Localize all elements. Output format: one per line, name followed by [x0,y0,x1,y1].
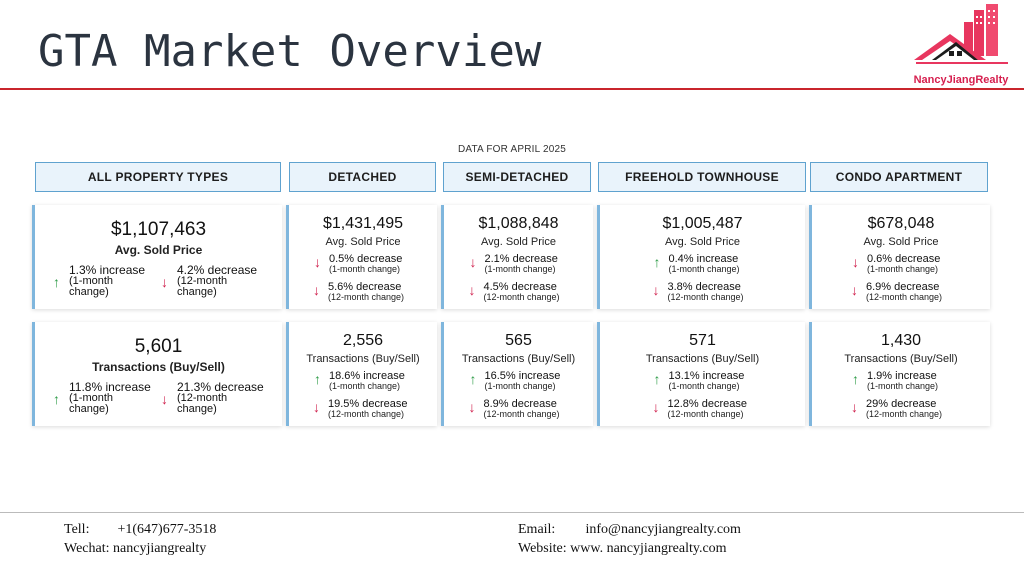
card-value: $1,005,487 [662,215,743,232]
arrow-down-icon: ↓ [468,399,476,415]
card-value: $1,088,848 [478,215,559,232]
card-avg-price-detached: $1,431,495 Avg. Sold Price ↓ 0.5% decrease (1-month change) ↓ 5.6% decrease (12-month change) [286,205,437,309]
card-avg-price-freehold-townhouse: $1,005,487 Avg. Sold Price ↑ 0.4% increase (1-month change) ↓ 3.8% decrease (12-month change) [597,205,805,309]
website-link[interactable]: www. nancyjiangrealty.com [570,541,727,556]
column-header-freehold-townhouse: FREEHOLD TOWNHOUSE [598,162,806,192]
brand-name: NancyJiangRealty [913,74,1009,86]
card-value: $1,431,495 [322,215,404,232]
arrow-up-icon: ↑ [53,274,60,290]
arrow-down-icon: ↓ [161,274,168,290]
card-avg-price-all: $1,107,463 Avg. Sold Price ↑ 1.3% increase (1-month change) ↓ 4.2% decrease (12-month change) [32,205,282,309]
card-label: Transactions (Buy/Sell) [306,353,420,365]
column-header-condo-apartment: CONDO APARTMENT [810,162,988,192]
card-label: Avg. Sold Price [114,243,203,257]
card-transactions-detached: 2,556 Transactions (Buy/Sell) ↑ 18.6% increase (1-month change) ↓ 19.5% decrease (12-month change) [286,322,437,426]
footer-email [518,522,741,538]
arrow-up-icon: ↑ [314,371,321,387]
page-title: GTA Market Overview [38,26,542,77]
arrow-up-icon: ↑ [469,371,477,387]
card-value: $678,048 [867,215,935,232]
wechat-value: nancyjiangrealty [113,541,207,556]
card-label: Avg. Sold Price [863,236,939,248]
arrow-down-icon: ↓ [314,254,321,270]
house-logo-icon [912,4,1012,74]
data-period-label: DATA FOR APRIL 2025 [457,144,567,155]
card-value: 2,556 [342,332,384,349]
footer-wechat [64,541,206,557]
card-label: Transactions (Buy/Sell) [92,360,225,374]
arrow-down-icon: ↓ [652,282,660,298]
column-header-semi-detached: SEMI-DETACHED [443,162,591,192]
arrow-down-icon: ↓ [652,399,660,415]
website-label: Website: [518,541,567,556]
card-transactions-all: 5,601 Transactions (Buy/Sell) ↑ 11.8% increase (1-month change) ↓ 21.3% decrease (12-month change) [32,322,282,426]
arrow-down-icon: ↓ [313,282,320,298]
title-divider [0,88,1024,90]
arrow-up-icon: ↑ [852,371,859,387]
card-transactions-semi-detached: 565 Transactions (Buy/Sell) ↑ 16.5% increase (1-month change) ↓ 8.9% decrease (12-month change) [441,322,593,426]
footer-divider [0,512,1024,513]
footer-phone [64,522,216,538]
card-label: Avg. Sold Price [480,236,556,248]
card-value: 5,601 [134,336,183,357]
brand-logo [900,4,1022,88]
column-header-all: ALL PROPERTY TYPES [35,162,281,192]
footer-website [518,541,727,557]
phone-value[interactable]: +1(647)677-3518 [117,522,217,537]
card-label: Transactions (Buy/Sell) [461,353,576,365]
wechat-label: Wechat: [64,541,110,556]
email-label: Email: [518,522,556,537]
phone-label: Tell: [64,522,90,537]
card-label: Transactions (Buy/Sell) [645,353,760,365]
column-header-detached: DETACHED [289,162,436,192]
card-avg-price-condo-apartment: $678,048 Avg. Sold Price ↓ 0.6% decrease (1-month change) ↓ 6.9% decrease (12-month change) [809,205,990,309]
arrow-up-icon: ↑ [653,371,661,387]
arrow-down-icon: ↓ [851,399,858,415]
arrow-up-icon: ↑ [53,391,60,407]
card-avg-price-semi-detached: $1,088,848 Avg. Sold Price ↓ 2.1% decrease (1-month change) ↓ 4.5% decrease (12-month change) [441,205,593,309]
arrow-down-icon: ↓ [469,254,477,270]
arrow-down-icon: ↓ [313,399,320,415]
card-value: 571 [689,332,716,349]
email-link[interactable]: info@nancyjiangrealty.com [585,522,741,537]
card-label: Avg. Sold Price [664,236,740,248]
card-label: Transactions (Buy/Sell) [844,353,958,365]
card-value: $1,107,463 [110,219,207,240]
arrow-down-icon: ↓ [161,391,168,407]
card-transactions-freehold-townhouse: 571 Transactions (Buy/Sell) ↑ 13.1% increase (1-month change) ↓ 12.8% decrease (12-month change) [597,322,805,426]
arrow-down-icon: ↓ [851,282,858,298]
card-value: 565 [505,332,532,349]
arrow-up-icon: ↑ [653,254,661,270]
card-value: 1,430 [880,332,922,349]
arrow-down-icon: ↓ [852,254,859,270]
card-label: Avg. Sold Price [325,236,401,248]
arrow-down-icon: ↓ [468,282,476,298]
card-transactions-condo-apartment: 1,430 Transactions (Buy/Sell) ↑ 1.9% increase (1-month change) ↓ 29% decrease (12-month change) [809,322,990,426]
